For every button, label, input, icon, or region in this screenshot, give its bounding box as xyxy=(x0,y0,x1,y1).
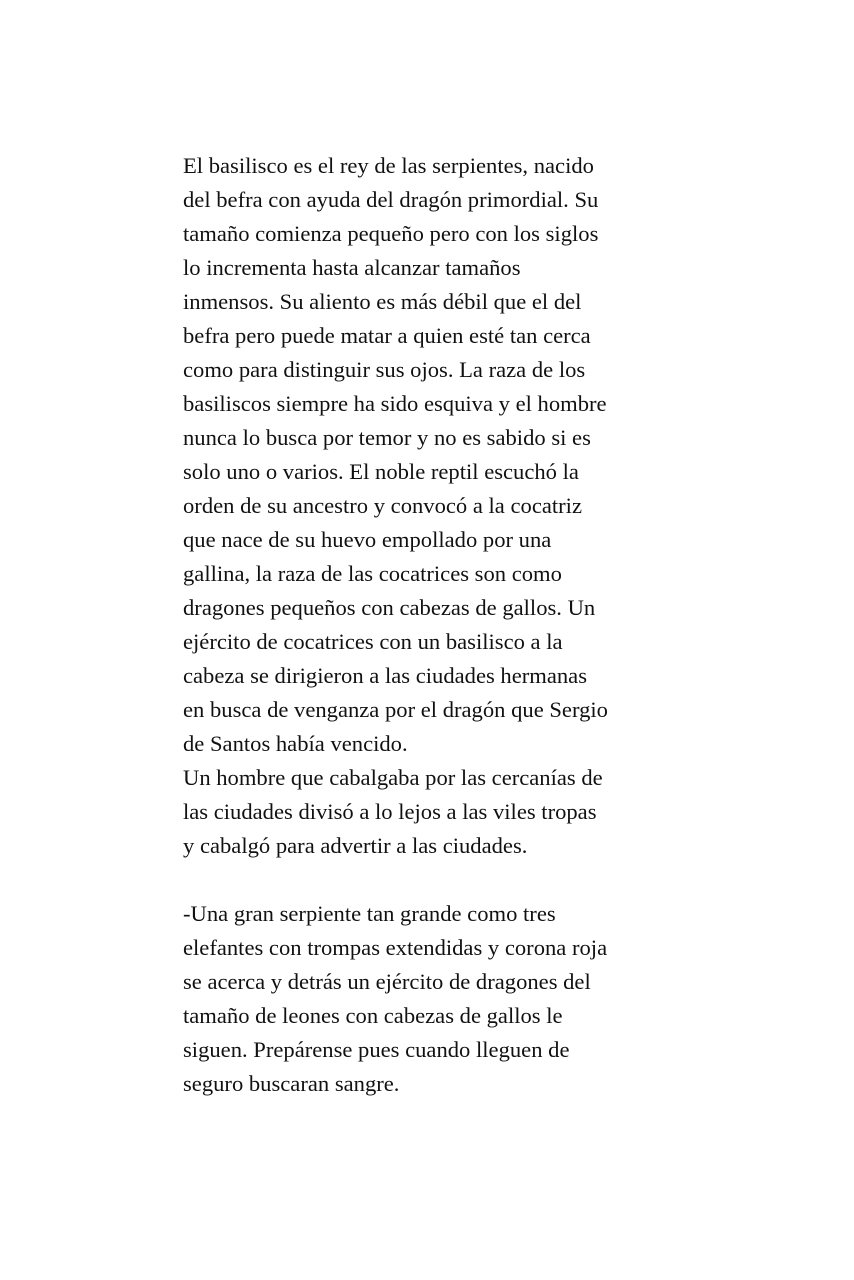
text-line: nunca lo busca por temor y no es sabido si es xyxy=(183,425,591,450)
text-line: lo incrementa hasta alcanzar tamaños xyxy=(183,255,521,280)
paragraph-spacer xyxy=(183,863,683,897)
text-line: seguro buscaran sangre. xyxy=(183,1071,400,1096)
text-line: tamaño de leones con cabezas de gallos le xyxy=(183,1003,563,1028)
text-line: basiliscos siempre ha sido esquiva y el hombre xyxy=(183,391,607,416)
paragraph-2 xyxy=(183,761,683,863)
text-line: del befra con ayuda del dragón primordial. Su xyxy=(183,187,599,212)
text-line: ejército de cocatrices con un basilisco a la xyxy=(183,629,563,654)
document-body xyxy=(183,149,683,1101)
text-line: cabeza se dirigieron a las ciudades hermanas xyxy=(183,663,587,688)
text-line: tamaño comienza pequeño pero con los siglos xyxy=(183,221,599,246)
text-line: elefantes con trompas extendidas y corona roja xyxy=(183,935,608,960)
text-line: Un hombre que cabalgaba por las cercanías de xyxy=(183,765,603,790)
paragraph-1 xyxy=(183,149,683,761)
text-line: gallina, la raza de las cocatrices son como xyxy=(183,561,562,586)
text-line: El basilisco es el rey de las serpientes, nacido xyxy=(183,153,594,178)
text-line: befra pero puede matar a quien esté tan cerca xyxy=(183,323,591,348)
text-line: siguen. Prepárense pues cuando lleguen de xyxy=(183,1037,570,1062)
text-line: inmensos. Su aliento es más débil que el del xyxy=(183,289,582,314)
text-line: -Una gran serpiente tan grande como tres xyxy=(183,901,556,926)
text-line: orden de su ancestro y convocó a la cocatriz xyxy=(183,493,582,518)
text-line: que nace de su huevo empollado por una xyxy=(183,527,552,552)
text-line: como para distinguir sus ojos. La raza de los xyxy=(183,357,586,382)
text-line: las ciudades divisó a lo lejos a las viles tropas xyxy=(183,799,597,824)
text-line: se acerca y detrás un ejército de dragones del xyxy=(183,969,591,994)
text-line: solo uno o varios. El noble reptil escuchó la xyxy=(183,459,579,484)
text-line: dragones pequeños con cabezas de gallos. Un xyxy=(183,595,596,620)
text-line: y cabalgó para advertir a las ciudades. xyxy=(183,833,528,858)
text-line: en busca de venganza por el dragón que Sergio xyxy=(183,697,608,722)
paragraph-3 xyxy=(183,897,683,1101)
text-line: de Santos había vencido. xyxy=(183,731,408,756)
